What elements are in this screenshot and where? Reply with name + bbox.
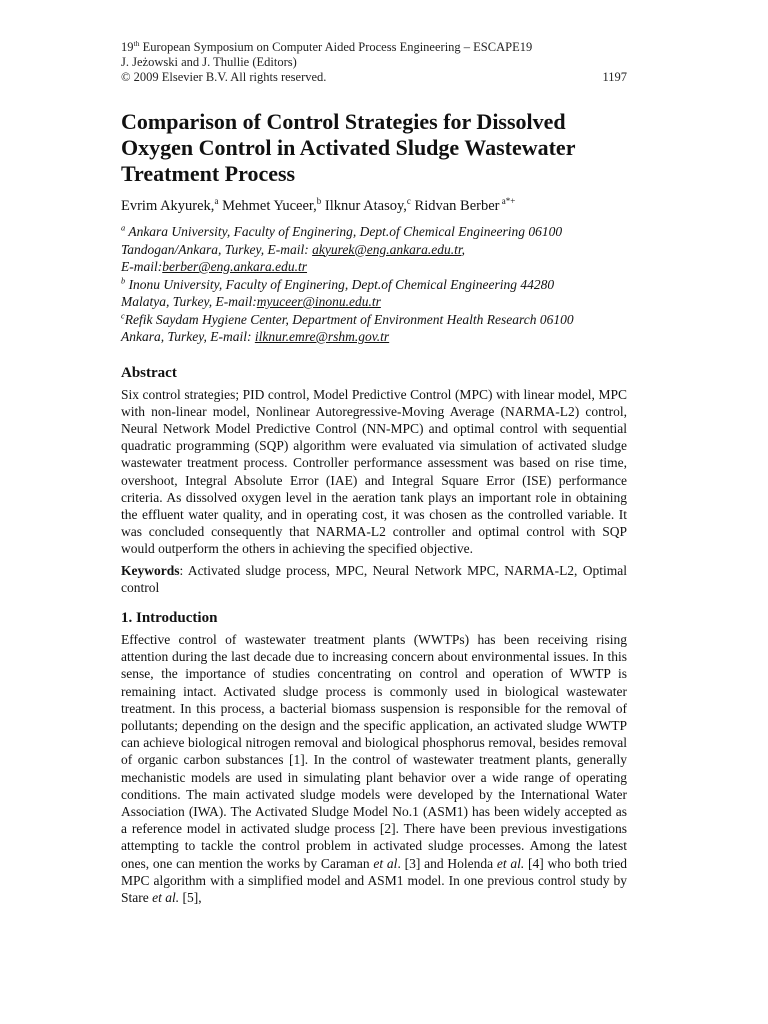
keywords-paragraph xyxy=(121,562,627,596)
affil-c-line1: Refik Saydam Hygiene Center, Department of Environment Health Research 06100 xyxy=(124,311,574,327)
copyright-line: © 2009 Elsevier B.V. All rights reserved. xyxy=(121,70,327,84)
keywords-text: : Activated sludge process, MPC, Neural Network MPC, NARMA-L2, Optimal control xyxy=(121,562,627,595)
affiliation-a xyxy=(121,223,627,241)
intro-text-part: [4] who both tried MPC algorithm with a simplified model and ASM1 model. In one previous control study by Stare xyxy=(121,855,628,905)
keywords-label: Keywords xyxy=(121,562,180,578)
introduction-text xyxy=(121,631,627,906)
intro-text-part: . [3] and Holenda xyxy=(397,855,497,871)
running-header xyxy=(121,40,627,85)
editors-line: J. Jeżowski and J. Thullie (Editors) xyxy=(121,55,297,69)
introduction-heading: 1. Introduction xyxy=(121,609,218,626)
author-name: Ridvan Berber xyxy=(410,198,500,214)
intro-text-part: [5], xyxy=(179,889,202,905)
affiliation-a-line3 xyxy=(121,258,627,276)
author-name: Ilknur Atasoy, xyxy=(321,198,407,214)
affil-c-line2-text: Ankara, Turkey, E-mail: xyxy=(121,329,255,344)
affil-mark-c: c xyxy=(121,311,125,320)
edition-number: 19 xyxy=(121,40,134,54)
affil-b-line1: Inonu University, Faculty of Enginering, Dept.of Chemical Engineering 44280 xyxy=(125,276,555,292)
email-link-akyurek[interactable]: akyurek@eng.ankara.edu.tr, xyxy=(312,241,466,257)
email-link-yuceer[interactable]: myuceer@inonu.edu.tr xyxy=(256,294,381,309)
et-al-italic: et al. xyxy=(496,855,525,871)
author-affil-mark: a xyxy=(214,196,219,207)
email-link-atasoy[interactable]: ilknur.emre@rshm.gov.tr xyxy=(254,329,390,344)
author-name: Evrim Akyurek, xyxy=(121,198,215,214)
conference-name: European Symposium on Computer Aided Process Engineering – ESCAPE19 xyxy=(139,40,533,54)
author-affil-mark: c xyxy=(406,196,411,207)
affiliation-c xyxy=(121,311,627,329)
paper-title: Comparison of Control Strategies for Dissolved Oxygen Control in Activated Sludge Wastewater Treatment Process xyxy=(121,109,576,186)
et-al-italic: et al xyxy=(373,855,398,871)
abstract-text: Six control strategies; PID control, Model Predictive Control (MPC) with linear model, MPC with non-linear model, Nonlinear Autoregressive-Moving Average (NARMA-L2) control, Neural Network Model Predictive Control (NN-MPC) and optimal control with sequential quadratic programming (SQP) algorithm were evaluated via simulation of activated sludge wastewater treatment process. Controller performance assessment was based on rise time, overshoot, Integral Absolute Error (IAE) and Integral Square Error (ISE) performance criteria. As dissolved oxygen level in the aeration tank plays an important role in obtaining the effluent water quality, and in operating cost, it was chosen as the controlled variable. It was concluded consequently that NARMA-L2 controller and optimal control with SQP would outperform the others in achieving the specified objective. xyxy=(121,386,627,557)
abstract-heading: Abstract xyxy=(121,364,177,381)
affil-mark-b: b xyxy=(121,276,126,285)
author-name: Mehmet Yuceer, xyxy=(218,198,317,214)
et-al-italic: et al. xyxy=(152,889,180,905)
conference-line xyxy=(121,40,627,55)
affiliation-b xyxy=(121,276,627,294)
affiliations xyxy=(121,223,627,346)
affil-b-line2-text: Malatya, Turkey, E-mail: xyxy=(121,294,257,309)
affil-mark-a: a xyxy=(121,223,126,233)
author-affil-mark: b xyxy=(316,196,322,207)
page-number: 1197 xyxy=(602,70,627,84)
affiliation-c-line2 xyxy=(121,328,627,346)
affil-a-line1: Ankara University, Faculty of Enginering, Dept.of Chemical Engineering 06100 xyxy=(125,224,563,239)
email-link-berber[interactable]: berber@eng.ankara.edu.tr xyxy=(162,259,308,274)
affil-a-line3-text: E-mail: xyxy=(121,259,163,274)
author-list xyxy=(121,197,627,215)
affiliation-a-line2 xyxy=(121,241,627,259)
page-content xyxy=(121,40,627,906)
affil-a-line2-text: Tandogan/Ankara, Turkey, E-mail: xyxy=(121,241,313,257)
author-affil-mark: a*+ xyxy=(499,196,516,207)
affiliation-b-line2 xyxy=(121,293,627,311)
edition-suffix: th xyxy=(133,38,140,48)
intro-text-part: Effective control of wastewater treatment plants (WWTPs) has been receiving rising attention during the last decade due to increasing concern about environmental issues. In this sense, the importance of studies concentrating on control and operation of WWTP is remaining intact. Activated sludge process is commonly used in biological wastewater treatment. In this process, a bacterial biomass suspension is responsible for the removal of pollutants; depending on the design and the specific application, an activated sludge WWTP can achieve biological nitrogen removal and biological phosphorus removal, besides removal of organic carbon substances [1]. In the control of wastewater treatment plants, generally mechanistic models are used in simulating plant behavior over a wide range of operating conditions. The main activated sludge models were developed by the International Water Association (IWA). The Activated Sludge Model No.1 (ASM1) has been widely accepted as a reference model in activated sludge process [2]. There have been previous investigations attempting to tackle the control problem in activated sludge processes. Among the latest ones, one can mention the works by Caraman xyxy=(121,631,627,871)
